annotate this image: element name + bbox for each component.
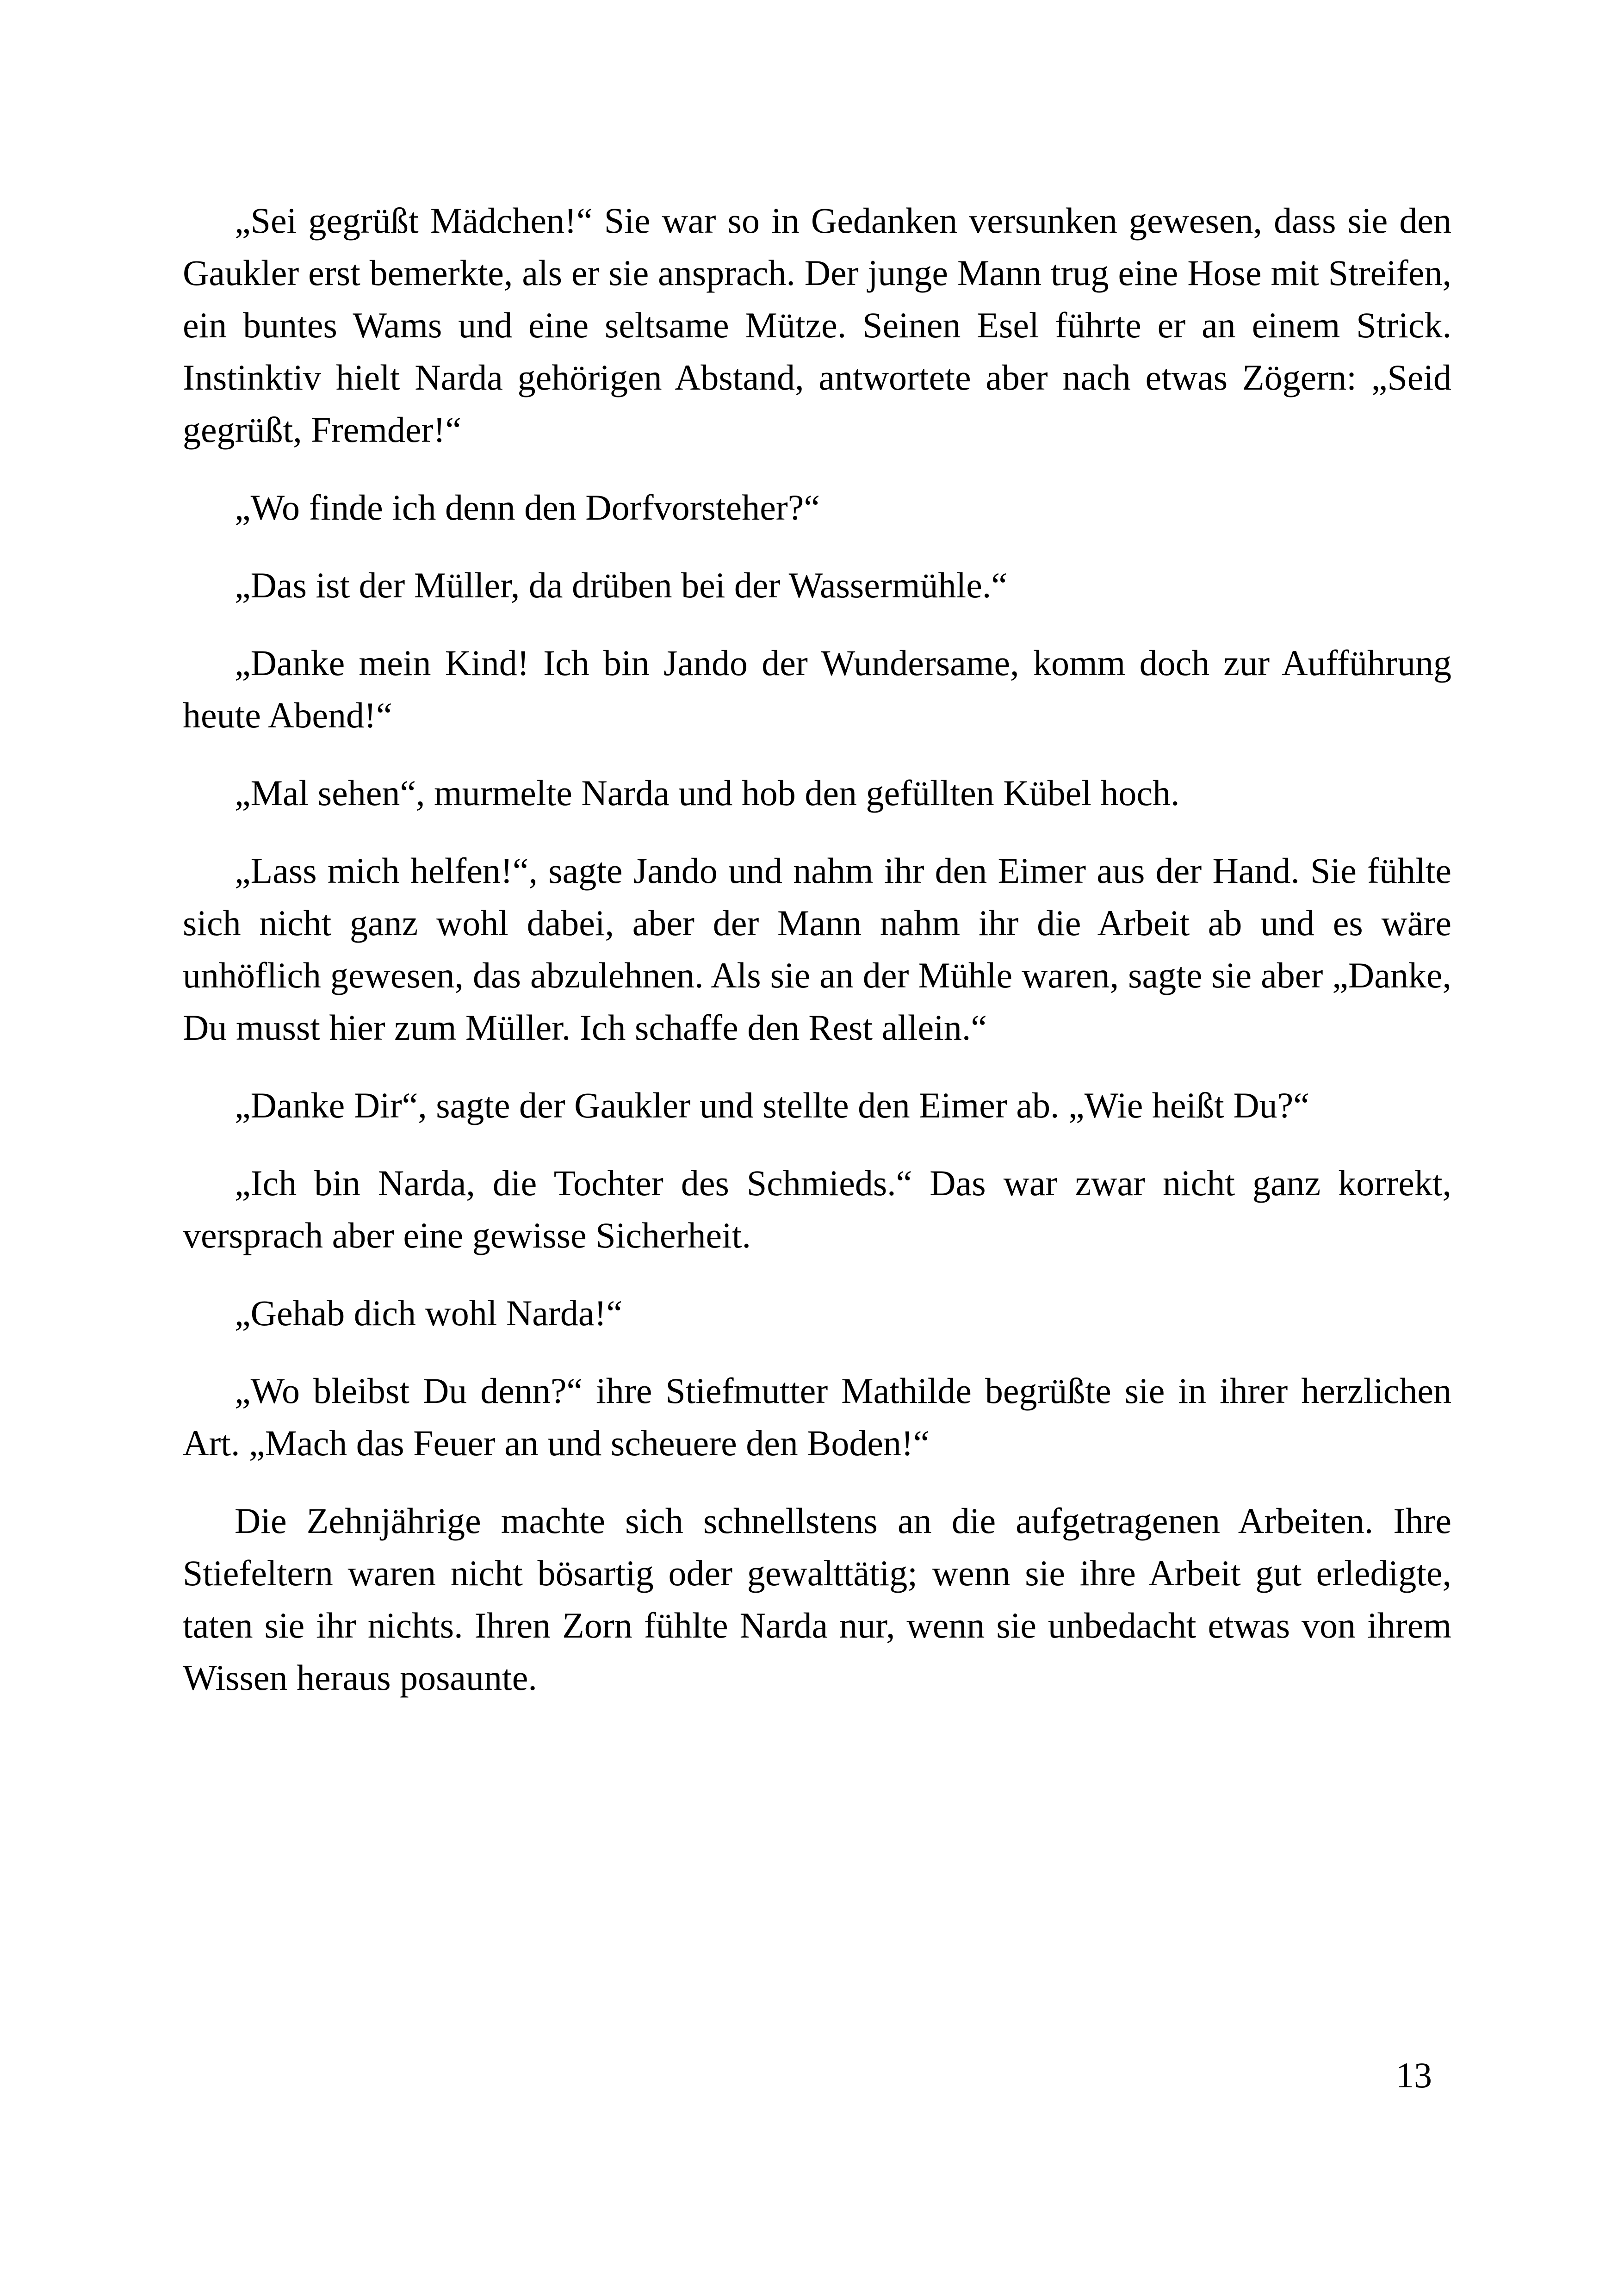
- page-number: 13: [1396, 2055, 1432, 2095]
- paragraph: „Wo finde ich denn den Dorfvorsteher?“: [235, 487, 820, 527]
- paragraph: Die Zehnjährige machte sich schnellstens an die aufgetragenen Arbeiten. Ihre Stiefeltern waren nicht bösartig oder gewalttätig; wenn sie ihre Arbeit gut erledigte, taten sie ihr nichts. Ihren Zorn fühlte Narda nur, wenn sie unbedacht etwas von ihrem Wissen heraus posaunte.: [183, 1501, 1451, 1698]
- paragraph: „Danke Dir“, sagte der Gaukler und stellte den Eimer ab. „Wie heißt Du?“: [235, 1085, 1309, 1125]
- paragraph: „Sei gegrüßt Mädchen!“ Sie war so in Gedanken versunken gewesen, dass sie den Gaukler erst bemerkte, als er sie ansprach. Der junge Mann trug eine Hose mit Streifen, ein buntes Wams und eine seltsame Mütze. Seinen Esel führte er an einem Strick. Instinktiv hielt Narda gehörigen Abstand, antwortete aber nach etwas Zögern: „Seid gegrüßt, Fremder!“: [183, 200, 1451, 450]
- paragraph: „Gehab dich wohl Narda!“: [235, 1293, 623, 1333]
- paragraph: „Lass mich helfen!“, sagte Jando und nahm ihr den Eimer aus der Hand. Sie fühlte sich nicht ganz wohl dabei, aber der Mann nahm ihr die Arbeit ab und es wäre unhöflich gewesen, das abzulehnen. Als sie an der Mühle waren, sagte sie aber „Danke, Du musst hier zum Müller. Ich schaffe den Rest allein.“: [183, 850, 1451, 1048]
- body-text: [183, 194, 1451, 1704]
- paragraph: „Danke mein Kind! Ich bin Jando der Wundersame, komm doch zur Aufführung heute Abend!“: [183, 643, 1451, 735]
- paragraph: „Ich bin Narda, die Tochter des Schmieds.“ Das war zwar nicht ganz korrekt, versprach aber eine gewisse Sicherheit.: [183, 1163, 1451, 1255]
- paragraph: „Mal sehen“, murmelte Narda und hob den gefüllten Kübel hoch.: [235, 773, 1180, 813]
- paragraph: „Das ist der Müller, da drüben bei der Wassermühle.“: [235, 565, 1007, 605]
- paragraph: „Wo bleibst Du denn?“ ihre Stiefmutter Mathilde begrüßte sie in ihrer herzlichen Art. „Mach das Feuer an und scheuere den Boden!“: [183, 1371, 1451, 1463]
